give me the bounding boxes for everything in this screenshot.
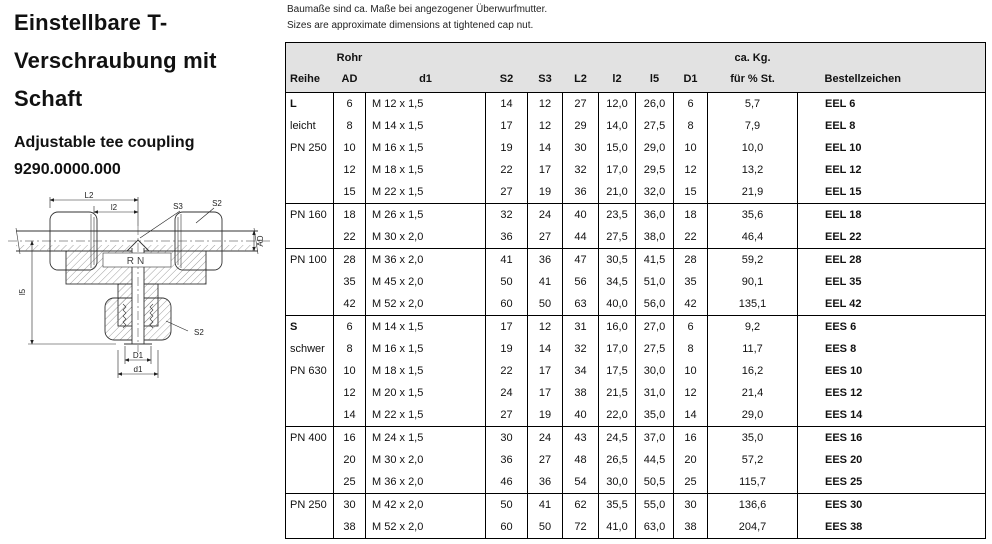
cell-reihe: PN 630 <box>290 365 327 377</box>
cell-bestellzeichen: EEL 42 <box>798 293 986 316</box>
table-row <box>286 93 986 116</box>
cell-s2: 36 <box>486 226 528 249</box>
cell-i5: 31,0 <box>636 382 674 404</box>
dimensions-table <box>285 42 986 539</box>
technical-drawing <box>6 192 286 407</box>
cell-s2: 19 <box>486 338 528 360</box>
cell-bestellzeichen: EES 20 <box>798 449 986 471</box>
cell-s2: 17 <box>486 316 528 339</box>
cell-kg-per-100: 21,9 <box>708 181 798 204</box>
cell-bestellzeichen: EEL 35 <box>798 271 986 293</box>
cell-i5: 44,5 <box>636 449 674 471</box>
cell-d1-bore: 16 <box>674 427 708 450</box>
cell-reihe <box>286 382 334 404</box>
cell-l2: 47 <box>563 249 599 272</box>
cell-ad: 8 <box>334 115 366 137</box>
cell-d1-bore: 8 <box>674 338 708 360</box>
cell-ad: 8 <box>334 338 366 360</box>
cell-d1: M 12 x 1,5 <box>366 93 486 116</box>
cell-i5: 55,0 <box>636 494 674 517</box>
cell-reihe <box>286 181 334 204</box>
cell-ad: 22 <box>334 226 366 249</box>
cell-s3: 12 <box>528 93 563 116</box>
cell-reihe: PN 100 <box>286 249 334 272</box>
table-row <box>286 249 986 272</box>
cell-i5: 26,0 <box>636 93 674 116</box>
cell-d1-bore: 10 <box>674 137 708 159</box>
cell-bestellzeichen: EES 30 <box>798 494 986 517</box>
cell-s3: 14 <box>528 338 563 360</box>
cell-l2: 48 <box>563 449 599 471</box>
part-marking-RN: RN <box>126 256 148 267</box>
cell-reihe <box>286 516 334 539</box>
cell-s2: 50 <box>486 494 528 517</box>
cell-d1-bore: 28 <box>674 249 708 272</box>
cell-l2: 34 <box>563 360 599 382</box>
cell-bestellzeichen: EEL 10 <box>798 137 986 159</box>
cell-i5: 29,5 <box>636 159 674 181</box>
page-title-line3: Schaft <box>14 86 83 111</box>
cell-i2: 17,0 <box>599 338 636 360</box>
cell-ad: 18 <box>334 204 366 227</box>
cell-s2: 41 <box>486 249 528 272</box>
cell-l2: 38 <box>563 382 599 404</box>
cell-d1-bore: 25 <box>674 471 708 494</box>
cell-d1: M 22 x 1,5 <box>366 181 486 204</box>
cell-kg-per-100: 11,7 <box>708 338 798 360</box>
cell-l2: 32 <box>563 159 599 181</box>
cell-reihe <box>286 159 334 181</box>
cell-bestellzeichen: EEL 28 <box>798 249 986 272</box>
cell-i2: 30,5 <box>599 249 636 272</box>
cell-s2: 22 <box>486 360 528 382</box>
cell-d1-bore: 18 <box>674 204 708 227</box>
cell-d1: M 45 x 2,0 <box>366 271 486 293</box>
cell-kg-per-100: 35,0 <box>708 427 798 450</box>
cell-s2: 24 <box>486 382 528 404</box>
cell-l2: 36 <box>563 181 599 204</box>
cell-d1-bore: 12 <box>674 382 708 404</box>
cell-i2: 27,5 <box>599 226 636 249</box>
cell-i5: 30,0 <box>636 360 674 382</box>
cell-ad: 12 <box>334 382 366 404</box>
part-number: 9290.0000.000 <box>14 161 121 178</box>
cell-s3: 27 <box>528 449 563 471</box>
cell-kg-per-100: 59,2 <box>708 249 798 272</box>
cell-reihe: PN 250 <box>290 142 327 154</box>
cell-l2: 30 <box>563 137 599 159</box>
cell-i5: 27,0 <box>636 316 674 339</box>
cell-reihe: L <box>290 98 297 110</box>
cell-ad: 42 <box>334 293 366 316</box>
cell-s3: 17 <box>528 159 563 181</box>
dim-label-D1: D1 <box>132 351 144 360</box>
cell-s2: 22 <box>486 159 528 181</box>
cell-i2: 15,0 <box>599 137 636 159</box>
cell-l2: 27 <box>563 93 599 116</box>
cell-s3: 19 <box>528 181 563 204</box>
cell-d1: M 36 x 2,0 <box>366 471 486 494</box>
cell-s3: 50 <box>528 293 563 316</box>
cell-s2: 50 <box>486 271 528 293</box>
cell-s3: 17 <box>528 382 563 404</box>
cell-i5: 38,0 <box>636 226 674 249</box>
cell-s3: 24 <box>528 204 563 227</box>
cell-d1-bore: 20 <box>674 449 708 471</box>
cell-bestellzeichen: EEL 22 <box>798 226 986 249</box>
cell-i5: 37,0 <box>636 427 674 450</box>
cell-l2: 72 <box>563 516 599 539</box>
cell-l2: 54 <box>563 471 599 494</box>
cell-l2: 29 <box>563 115 599 137</box>
cell-bestellzeichen: EES 10 <box>798 360 986 382</box>
cell-kg-per-100: 29,0 <box>708 404 798 427</box>
cell-i2: 30,0 <box>599 471 636 494</box>
cell-bestellzeichen: EES 25 <box>798 471 986 494</box>
col-header-s3: S3 <box>528 66 563 93</box>
cell-d1: M 20 x 1,5 <box>366 382 486 404</box>
cell-i2: 35,5 <box>599 494 636 517</box>
dim-label-l5: l5 <box>18 288 27 296</box>
cell-ad: 6 <box>334 93 366 116</box>
table-row <box>286 382 986 404</box>
cell-i5: 51,0 <box>636 271 674 293</box>
cell-l2: 56 <box>563 271 599 293</box>
cell-i2: 12,0 <box>599 93 636 116</box>
table-row <box>286 181 986 204</box>
cell-kg-per-100: 9,2 <box>708 316 798 339</box>
cell-i2: 21,0 <box>599 181 636 204</box>
cell-kg-per-100: 7,9 <box>708 115 798 137</box>
cell-s2: 36 <box>486 449 528 471</box>
cell-d1: M 18 x 1,5 <box>366 360 486 382</box>
cell-reihe <box>286 404 334 427</box>
cell-s2: 27 <box>486 181 528 204</box>
cell-kg-per-100: 13,2 <box>708 159 798 181</box>
cell-ad: 28 <box>334 249 366 272</box>
cell-d1: M 52 x 2,0 <box>366 516 486 539</box>
cell-s2: 46 <box>486 471 528 494</box>
note-english: Sizes are approximate dimensions at tightened cap nut. <box>287 20 534 31</box>
cell-i2: 40,0 <box>599 293 636 316</box>
cell-ad: 6 <box>334 316 366 339</box>
tee-coupling-section-drawing <box>6 192 286 407</box>
cell-d1-bore: 6 <box>674 316 708 339</box>
cell-reihe <box>286 449 334 471</box>
cell-reihe: PN 400 <box>286 427 334 450</box>
cell-i2: 16,0 <box>599 316 636 339</box>
cell-d1: M 14 x 1,5 <box>366 316 486 339</box>
cell-ad: 35 <box>334 271 366 293</box>
cell-s2: 32 <box>486 204 528 227</box>
cell-s3: 41 <box>528 494 563 517</box>
dim-label-L2: L2 <box>84 192 94 200</box>
cell-bestellzeichen: EEL 6 <box>798 93 986 116</box>
col-header-ad: AD <box>334 66 366 93</box>
cell-d1-bore: 22 <box>674 226 708 249</box>
cell-d1-bore: 38 <box>674 516 708 539</box>
cell-bestellzeichen: EEL 18 <box>798 204 986 227</box>
cell-kg-per-100: 204,7 <box>708 516 798 539</box>
dim-label-l2: l2 <box>110 203 118 212</box>
cell-i2: 14,0 <box>599 115 636 137</box>
cell-kg-per-100: 136,6 <box>708 494 798 517</box>
cell-i5: 35,0 <box>636 404 674 427</box>
note-german: Baumaße sind ca. Maße bei angezogener Überwurfmutter. <box>287 4 548 15</box>
cell-reihe: PN 250 <box>286 494 334 517</box>
table-row <box>286 427 986 450</box>
cell-ad: 10 <box>334 360 366 382</box>
table-row <box>286 159 986 181</box>
table-row <box>286 271 986 293</box>
cell-i2: 23,5 <box>599 204 636 227</box>
cell-i2: 26,5 <box>599 449 636 471</box>
cell-i5: 32,0 <box>636 181 674 204</box>
cell-reihe <box>286 271 334 293</box>
cell-bestellzeichen: EEL 8 <box>798 115 986 137</box>
cell-i5: 27,5 <box>636 338 674 360</box>
cell-s2: 60 <box>486 516 528 539</box>
cell-l2: 32 <box>563 338 599 360</box>
cell-bestellzeichen: EEL 15 <box>798 181 986 204</box>
cell-s3: 41 <box>528 271 563 293</box>
col-header-s2: S2 <box>486 66 528 93</box>
cell-kg-per-100: 5,7 <box>708 93 798 116</box>
page-title-line2: Verschraubung mit <box>14 48 217 73</box>
cell-s3: 24 <box>528 427 563 450</box>
cell-reihe <box>286 226 334 249</box>
table-row <box>286 293 986 316</box>
dim-label-S3: S3 <box>173 202 183 211</box>
cell-kg-per-100: 46,4 <box>708 226 798 249</box>
cell-d1-bore: 6 <box>674 93 708 116</box>
cell-l2: 43 <box>563 427 599 450</box>
table-row <box>286 115 986 137</box>
table-row <box>286 449 986 471</box>
cell-s3: 19 <box>528 404 563 427</box>
cell-l2: 62 <box>563 494 599 517</box>
cell-bestellzeichen: EES 6 <box>798 316 986 339</box>
cell-d1: M 30 x 2,0 <box>366 226 486 249</box>
cell-d1: M 16 x 1,5 <box>366 137 486 159</box>
cell-kg-per-100: 10,0 <box>708 137 798 159</box>
table-row <box>286 471 986 494</box>
cell-reihe: leicht <box>290 120 316 132</box>
cell-d1: M 30 x 2,0 <box>366 449 486 471</box>
table-row <box>286 360 986 382</box>
dim-label-d1: d1 <box>133 365 143 374</box>
col-header-i2: l2 <box>599 66 636 93</box>
page-title-line1: Einstellbare T- <box>14 10 168 35</box>
header-rohr: Rohr <box>334 43 366 67</box>
cell-i5: 29,0 <box>636 137 674 159</box>
cell-i2: 17,5 <box>599 360 636 382</box>
cell-d1: M 26 x 1,5 <box>366 204 486 227</box>
cell-i5: 63,0 <box>636 516 674 539</box>
cell-ad: 12 <box>334 159 366 181</box>
cell-d1: M 22 x 1,5 <box>366 404 486 427</box>
header-spacer <box>286 43 334 67</box>
table-row <box>286 516 986 539</box>
cell-reihe: PN 160 <box>286 204 334 227</box>
cell-d1: M 14 x 1,5 <box>366 115 486 137</box>
cell-s3: 50 <box>528 516 563 539</box>
table-row <box>286 338 986 360</box>
cell-ad: 16 <box>334 427 366 450</box>
cell-ad: 20 <box>334 449 366 471</box>
cell-reihe: S <box>286 316 334 339</box>
col-header-kg-per-100: für % St. <box>708 66 798 93</box>
cell-i5: 36,0 <box>636 204 674 227</box>
cell-s2: 19 <box>486 137 528 159</box>
cell-kg-per-100: 135,1 <box>708 293 798 316</box>
cell-s3: 14 <box>528 137 563 159</box>
cell-bestellzeichen: EEL 12 <box>798 159 986 181</box>
cell-d1-bore: 8 <box>674 115 708 137</box>
cell-s2: 27 <box>486 404 528 427</box>
cell-d1-bore: 30 <box>674 494 708 517</box>
cell-l2: 31 <box>563 316 599 339</box>
cell-s2: 17 <box>486 115 528 137</box>
cell-i5: 50,5 <box>636 471 674 494</box>
cell-d1: M 52 x 2,0 <box>366 293 486 316</box>
cell-d1: M 18 x 1,5 <box>366 159 486 181</box>
cell-l2: 40 <box>563 204 599 227</box>
cell-kg-per-100: 35,6 <box>708 204 798 227</box>
table-row <box>286 316 986 339</box>
table-row <box>286 204 986 227</box>
cell-s3: 12 <box>528 316 563 339</box>
cell-i2: 34,5 <box>599 271 636 293</box>
header-ca-kg: ca. Kg. <box>708 43 798 67</box>
cell-kg-per-100: 115,7 <box>708 471 798 494</box>
cell-l2: 40 <box>563 404 599 427</box>
cell-d1-bore: 12 <box>674 159 708 181</box>
cell-d1-bore: 10 <box>674 360 708 382</box>
dim-label-S2-right: S2 <box>212 199 222 208</box>
cell-bestellzeichen: EES 16 <box>798 427 986 450</box>
cell-d1: M 24 x 1,5 <box>366 427 486 450</box>
table-row <box>286 226 986 249</box>
cell-s3: 36 <box>528 249 563 272</box>
cell-d1: M 42 x 2,0 <box>366 494 486 517</box>
cell-i2: 21,5 <box>599 382 636 404</box>
dim-label-S2-bottom: S2 <box>194 328 204 337</box>
cell-i2: 22,0 <box>599 404 636 427</box>
cell-ad: 38 <box>334 516 366 539</box>
cell-d1-bore: 15 <box>674 181 708 204</box>
cell-bestellzeichen: EES 14 <box>798 404 986 427</box>
table-row <box>286 404 986 427</box>
dim-label-AD: AD <box>256 235 265 247</box>
cell-s2: 14 <box>486 93 528 116</box>
table-header <box>286 43 986 93</box>
table-row <box>286 137 986 159</box>
cell-kg-per-100: 90,1 <box>708 271 798 293</box>
col-header-d1: d1 <box>366 66 486 93</box>
cell-ad: 10 <box>334 137 366 159</box>
cell-i2: 41,0 <box>599 516 636 539</box>
cell-s2: 60 <box>486 293 528 316</box>
cell-s3: 36 <box>528 471 563 494</box>
cell-d1-bore: 35 <box>674 271 708 293</box>
col-header-bestellzeichen: Bestellzeichen <box>798 66 986 93</box>
cell-bestellzeichen: EES 12 <box>798 382 986 404</box>
table-body <box>286 93 986 539</box>
cell-s2: 30 <box>486 427 528 450</box>
cell-l2: 63 <box>563 293 599 316</box>
cell-d1-bore: 14 <box>674 404 708 427</box>
table-row <box>286 494 986 517</box>
col-header-l2: L2 <box>563 66 599 93</box>
cell-d1: M 16 x 1,5 <box>366 338 486 360</box>
cell-ad: 14 <box>334 404 366 427</box>
cell-kg-per-100: 57,2 <box>708 449 798 471</box>
cell-i5: 41,5 <box>636 249 674 272</box>
cell-ad: 15 <box>334 181 366 204</box>
cell-bestellzeichen: EES 8 <box>798 338 986 360</box>
cell-s3: 17 <box>528 360 563 382</box>
cell-i2: 24,5 <box>599 427 636 450</box>
cell-ad: 25 <box>334 471 366 494</box>
cell-d1: M 36 x 2,0 <box>366 249 486 272</box>
cell-i5: 56,0 <box>636 293 674 316</box>
col-header-d1-bore: D1 <box>674 66 708 93</box>
cell-kg-per-100: 21,4 <box>708 382 798 404</box>
cell-bestellzeichen: EES 38 <box>798 516 986 539</box>
title-block <box>14 4 279 183</box>
cell-reihe: schwer <box>290 343 325 355</box>
cell-i5: 27,5 <box>636 115 674 137</box>
col-header-reihe: Reihe <box>286 66 334 93</box>
page-subtitle: Adjustable tee coupling <box>14 134 195 151</box>
cell-i2: 17,0 <box>599 159 636 181</box>
cell-kg-per-100: 16,2 <box>708 360 798 382</box>
cell-s3: 12 <box>528 115 563 137</box>
cell-l2: 44 <box>563 226 599 249</box>
cell-reihe <box>286 471 334 494</box>
cell-reihe <box>286 293 334 316</box>
cell-d1-bore: 42 <box>674 293 708 316</box>
cell-ad: 30 <box>334 494 366 517</box>
col-header-i5: l5 <box>636 66 674 93</box>
cell-s3: 27 <box>528 226 563 249</box>
